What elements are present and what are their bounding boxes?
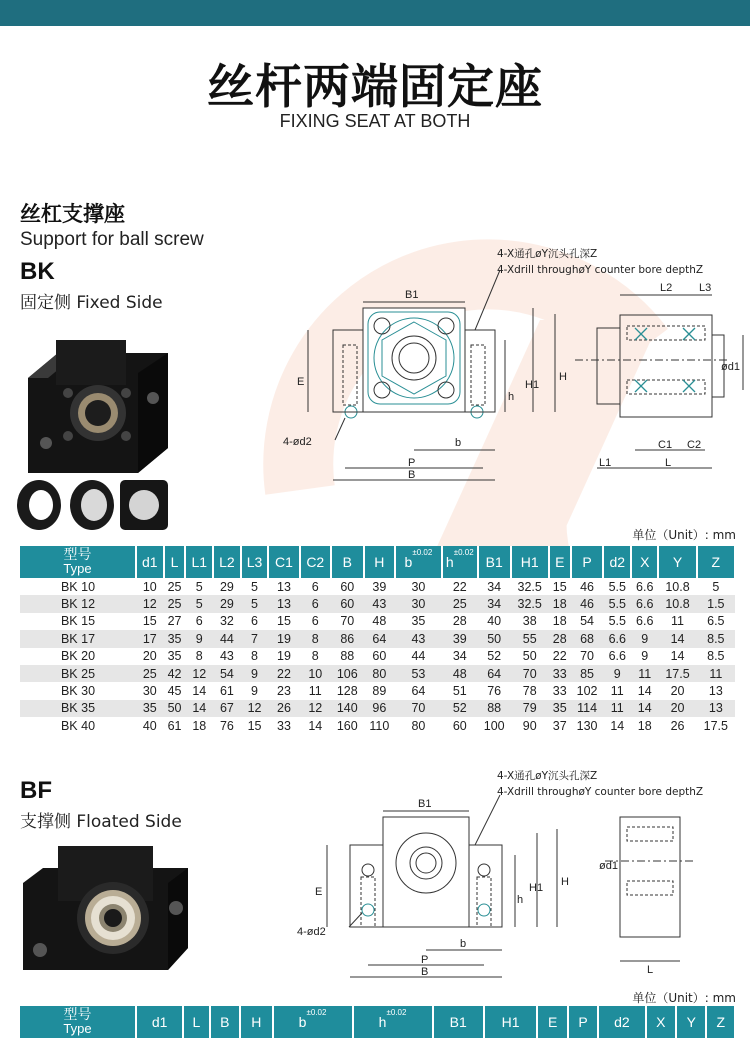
table-cell: 12 <box>136 595 164 612</box>
bf-label-e: E <box>315 886 323 898</box>
bk-dimension-diagram <box>275 240 745 495</box>
table-cell: 22 <box>268 665 299 682</box>
bf-model-title: BF <box>20 777 52 804</box>
table-cell: 44 <box>395 648 442 665</box>
table-cell: 5 <box>185 595 213 612</box>
table-cell: 5.5 <box>603 595 631 612</box>
col-h-tol: $h^{\pm 0.02}$ <box>442 546 478 578</box>
bf-spec-table <box>20 1006 736 1038</box>
col-b: B <box>331 546 364 578</box>
bf-col-y: Y <box>676 1006 706 1038</box>
table-cell: 11 <box>300 682 331 699</box>
table-cell: 80 <box>364 665 395 682</box>
bf-col-l: L <box>183 1006 209 1038</box>
bf-col-x: X <box>646 1006 676 1038</box>
bk-model-title: BK <box>20 258 55 285</box>
table-cell: 42 <box>164 665 186 682</box>
table-cell: 33 <box>549 682 571 699</box>
bk-label-l2: L2 <box>660 282 673 294</box>
bk-table-header <box>20 546 735 578</box>
col-b1: B1 <box>478 546 511 578</box>
section-title-cn: 丝杠支撑座 <box>20 202 125 226</box>
col-c1: C1 <box>268 546 299 578</box>
bk-label-c2: C2 <box>687 439 702 451</box>
table-cell: 5.5 <box>603 613 631 630</box>
bk-label-d2: 4-ød2 <box>283 436 312 448</box>
bf-label-p: P <box>421 954 429 966</box>
table-cell: 6 <box>185 613 213 630</box>
table-cell: 52 <box>442 700 478 717</box>
table-cell: 14 <box>631 700 658 717</box>
table-cell: 128 <box>331 682 364 699</box>
table-cell: 89 <box>364 682 395 699</box>
bf-col-d2: d2 <box>598 1006 645 1038</box>
table-cell: 8 <box>241 648 269 665</box>
model-cell: BK 35 <box>20 700 136 717</box>
table-cell: 26 <box>658 717 696 734</box>
table-cell: 85 <box>571 665 604 682</box>
col-l3: L3 <box>241 546 269 578</box>
table-cell: 140 <box>331 700 364 717</box>
table-cell: 11 <box>603 682 631 699</box>
bk-label-b1: B1 <box>405 289 419 301</box>
table-cell: 8.5 <box>697 648 735 665</box>
bf-label-h-total: H <box>561 876 569 888</box>
table-cell: 9 <box>241 665 269 682</box>
bf-col-p: P <box>568 1006 598 1038</box>
bf-label-d1: ød1 <box>599 860 618 872</box>
table-row <box>20 665 735 682</box>
table-cell: 25 <box>164 578 186 595</box>
table-cell: 6.6 <box>631 613 658 630</box>
bk-label-h: h <box>508 391 515 403</box>
col-h1: H1 <box>511 546 549 578</box>
bf-unit-label: 单位（Unit）: mm <box>632 991 736 1005</box>
table-cell: 100 <box>478 717 511 734</box>
table-cell: 44 <box>213 630 241 647</box>
table-row <box>20 717 735 734</box>
col-c2: C2 <box>300 546 331 578</box>
table-cell: 14 <box>185 682 213 699</box>
table-cell: 13 <box>268 595 299 612</box>
table-cell: 8.5 <box>697 630 735 647</box>
table-cell: 19 <box>268 630 299 647</box>
table-cell: 43 <box>213 648 241 665</box>
bk-label-e: E <box>297 376 305 388</box>
table-cell: 5 <box>697 578 735 595</box>
table-cell: 35 <box>164 648 186 665</box>
table-cell: 64 <box>478 665 511 682</box>
table-cell: 11 <box>697 665 735 682</box>
bk-label-b: b <box>455 437 462 449</box>
table-cell: 80 <box>395 717 442 734</box>
table-cell: 39 <box>442 630 478 647</box>
table-cell: 11 <box>631 665 658 682</box>
table-cell: 130 <box>571 717 604 734</box>
table-cell: 32.5 <box>511 578 549 595</box>
table-cell: 37 <box>549 717 571 734</box>
table-cell: 78 <box>511 682 549 699</box>
bk-ring-photo-icon <box>14 475 174 535</box>
table-cell: 35 <box>395 613 442 630</box>
table-cell: 5 <box>185 578 213 595</box>
table-cell: 51 <box>442 682 478 699</box>
table-cell: 6 <box>300 613 331 630</box>
table-cell: 6.6 <box>603 648 631 665</box>
table-cell: 50 <box>478 630 511 647</box>
table-cell: 14 <box>658 630 696 647</box>
bf-label-b: b <box>460 938 467 950</box>
table-cell: 17 <box>136 630 164 647</box>
table-cell: 27 <box>164 613 186 630</box>
table-row <box>20 682 735 699</box>
table-cell: 14 <box>631 682 658 699</box>
bf-label-d2: 4-ød2 <box>297 926 326 938</box>
table-row <box>20 578 735 595</box>
bf-label-b1: B1 <box>418 798 432 810</box>
bf-note-cn: 4-X通孔øY沉头孔深Z <box>497 770 598 782</box>
table-cell: 54 <box>213 665 241 682</box>
model-cell: BK 25 <box>20 665 136 682</box>
table-cell: 11 <box>603 700 631 717</box>
table-cell: 6 <box>241 613 269 630</box>
col-type: 型号 Type <box>20 546 136 578</box>
table-cell: 17.5 <box>658 665 696 682</box>
table-cell: 15 <box>549 578 571 595</box>
model-cell: BK 20 <box>20 648 136 665</box>
table-cell: 61 <box>213 682 241 699</box>
bk-unit-label: 单位（Unit）: mm <box>632 528 736 542</box>
table-cell: 18 <box>631 717 658 734</box>
table-cell: 8 <box>300 630 331 647</box>
table-cell: 35 <box>549 700 571 717</box>
bf-col-h-tol: $h^{\pm 0.02}$ <box>353 1006 433 1038</box>
table-cell: 6.6 <box>631 578 658 595</box>
table-row <box>20 630 735 647</box>
table-cell: 60 <box>331 595 364 612</box>
model-cell: BK 17 <box>20 630 136 647</box>
table-cell: 29 <box>213 578 241 595</box>
bf-col-d1: d1 <box>136 1006 183 1038</box>
table-cell: 5 <box>241 578 269 595</box>
table-cell: 30 <box>395 595 442 612</box>
bf-col-b-tol: $b^{\pm 0.02}$ <box>273 1006 353 1038</box>
table-cell: 34 <box>478 595 511 612</box>
table-cell: 6 <box>300 578 331 595</box>
bf-note-en: 4-Xdrill throughøY counter bore depthZ <box>497 786 704 798</box>
table-cell: 50 <box>164 700 186 717</box>
table-cell: 102 <box>571 682 604 699</box>
table-cell: 18 <box>549 595 571 612</box>
table-cell: 8 <box>300 648 331 665</box>
table-cell: 67 <box>213 700 241 717</box>
table-cell: 17.5 <box>697 717 735 734</box>
table-cell: 35 <box>136 700 164 717</box>
table-cell: 20 <box>136 648 164 665</box>
table-cell: 76 <box>478 682 511 699</box>
model-cell: BK 10 <box>20 578 136 595</box>
bk-label-l: L <box>665 457 672 469</box>
table-cell: 43 <box>364 595 395 612</box>
table-cell: 79 <box>511 700 549 717</box>
table-cell: 18 <box>549 613 571 630</box>
bk-label-b-total: B <box>408 469 416 481</box>
table-cell: 12 <box>185 665 213 682</box>
table-cell: 9 <box>631 630 658 647</box>
table-cell: 6.6 <box>603 630 631 647</box>
table-cell: 13 <box>697 682 735 699</box>
table-cell: 60 <box>364 648 395 665</box>
table-cell: 5.5 <box>603 578 631 595</box>
table-cell: 12 <box>241 700 269 717</box>
bk-table-body <box>20 578 735 735</box>
table-cell: 96 <box>364 700 395 717</box>
table-cell: 50 <box>511 648 549 665</box>
table-cell: 76 <box>213 717 241 734</box>
table-row <box>20 700 735 717</box>
table-cell: 46 <box>571 578 604 595</box>
bf-label-l: L <box>647 964 654 976</box>
table-cell: 15 <box>136 613 164 630</box>
table-cell: 28 <box>549 630 571 647</box>
table-cell: 10.8 <box>658 595 696 612</box>
table-cell: 8 <box>185 648 213 665</box>
bk-note-cn: 4-X通孔øY沉头孔深Z <box>497 248 598 260</box>
table-cell: 9 <box>241 682 269 699</box>
bk-label-p: P <box>408 457 416 469</box>
table-cell: 10 <box>136 578 164 595</box>
bf-dimension-diagram <box>275 765 745 985</box>
col-z: Z <box>697 546 735 578</box>
bf-col-type: 型号 Type <box>20 1006 136 1038</box>
table-cell: 34 <box>442 648 478 665</box>
table-cell: 64 <box>395 682 442 699</box>
table-cell: 43 <box>395 630 442 647</box>
table-cell: 45 <box>164 682 186 699</box>
table-cell: 32.5 <box>511 595 549 612</box>
table-cell: 61 <box>164 717 186 734</box>
table-cell: 40 <box>136 717 164 734</box>
table-cell: 20 <box>658 682 696 699</box>
bf-label-h1: H1 <box>529 882 544 894</box>
table-cell: 68 <box>571 630 604 647</box>
table-cell: 26 <box>268 700 299 717</box>
col-d1: d1 <box>136 546 164 578</box>
table-cell: 14 <box>185 700 213 717</box>
table-cell: 5 <box>241 595 269 612</box>
table-cell: 7 <box>241 630 269 647</box>
bk-label-l3: L3 <box>699 282 712 294</box>
table-cell: 40 <box>478 613 511 630</box>
page-subtitle: FIXING SEAT AT BOTH <box>279 111 471 131</box>
col-y: Y <box>658 546 696 578</box>
col-h: H <box>364 546 395 578</box>
table-cell: 30 <box>395 578 442 595</box>
table-cell: 11 <box>658 613 696 630</box>
table-cell: 86 <box>331 630 364 647</box>
bf-label-h: h <box>517 894 524 906</box>
table-cell: 46 <box>571 595 604 612</box>
model-cell: BK 40 <box>20 717 136 734</box>
table-cell: 18 <box>185 717 213 734</box>
top-bar <box>0 0 750 26</box>
table-cell: 48 <box>364 613 395 630</box>
table-cell: 10.8 <box>658 578 696 595</box>
col-l: L <box>164 546 186 578</box>
table-cell: 1.5 <box>697 595 735 612</box>
model-cell: BK 12 <box>20 595 136 612</box>
table-cell: 110 <box>364 717 395 734</box>
table-cell: 90 <box>511 717 549 734</box>
table-cell: 29 <box>213 595 241 612</box>
table-cell: 25 <box>442 595 478 612</box>
table-cell: 6 <box>300 595 331 612</box>
bf-side-label: 支撑侧 Floated Side <box>20 812 182 832</box>
bf-col-e: E <box>537 1006 567 1038</box>
table-cell: 15 <box>241 717 269 734</box>
table-row <box>20 648 735 665</box>
section-title-en: Support for ball screw <box>20 229 204 250</box>
table-cell: 54 <box>571 613 604 630</box>
table-cell: 38 <box>511 613 549 630</box>
table-cell: 25 <box>164 595 186 612</box>
table-cell: 15 <box>268 613 299 630</box>
table-cell: 70 <box>511 665 549 682</box>
col-p: P <box>571 546 604 578</box>
table-cell: 10 <box>300 665 331 682</box>
table-cell: 13 <box>268 578 299 595</box>
table-cell: 28 <box>442 613 478 630</box>
table-cell: 9 <box>603 665 631 682</box>
bf-block-photo-icon <box>18 838 198 983</box>
table-cell: 33 <box>268 717 299 734</box>
table-cell: 22 <box>442 578 478 595</box>
table-cell: 88 <box>331 648 364 665</box>
bf-col-h1: H1 <box>484 1006 537 1038</box>
table-cell: 88 <box>478 700 511 717</box>
table-cell: 114 <box>571 700 604 717</box>
table-cell: 55 <box>511 630 549 647</box>
table-cell: 160 <box>331 717 364 734</box>
table-cell: 9 <box>185 630 213 647</box>
bf-table-header <box>20 1006 735 1038</box>
table-cell: 22 <box>549 648 571 665</box>
bf-col-z: Z <box>706 1006 735 1038</box>
table-cell: 23 <box>268 682 299 699</box>
table-cell: 12 <box>300 700 331 717</box>
table-cell: 32 <box>213 613 241 630</box>
table-cell: 14 <box>658 648 696 665</box>
bk-spec-table <box>20 546 736 735</box>
table-cell: 53 <box>395 665 442 682</box>
bf-col-b1: B1 <box>433 1006 484 1038</box>
table-cell: 19 <box>268 648 299 665</box>
table-cell: 14 <box>603 717 631 734</box>
bf-col-h: H <box>240 1006 273 1038</box>
table-cell: 25 <box>136 665 164 682</box>
table-cell: 48 <box>442 665 478 682</box>
col-b-tol: $b^{\pm 0.02}$ <box>395 546 442 578</box>
table-cell: 52 <box>478 648 511 665</box>
table-cell: 6.5 <box>697 613 735 630</box>
table-cell: 33 <box>549 665 571 682</box>
col-l1: L1 <box>185 546 213 578</box>
table-cell: 6.6 <box>631 595 658 612</box>
table-cell: 20 <box>658 700 696 717</box>
bf-label-b-total: B <box>421 966 429 978</box>
table-cell: 70 <box>331 613 364 630</box>
col-l2: L2 <box>213 546 241 578</box>
bk-label-h1: H1 <box>525 379 540 391</box>
model-cell: BK 15 <box>20 613 136 630</box>
table-row <box>20 613 735 630</box>
table-cell: 106 <box>331 665 364 682</box>
bk-label-d1: ød1 <box>721 361 740 373</box>
table-cell: 14 <box>300 717 331 734</box>
table-cell: 34 <box>478 578 511 595</box>
table-cell: 13 <box>697 700 735 717</box>
table-cell: 70 <box>571 648 604 665</box>
page-title: 丝杆两端固定座 <box>207 60 543 115</box>
table-cell: 60 <box>331 578 364 595</box>
bk-label-h-total: H <box>559 371 567 383</box>
table-cell: 9 <box>631 648 658 665</box>
col-d2: d2 <box>603 546 631 578</box>
col-e: E <box>549 546 571 578</box>
table-cell: 60 <box>442 717 478 734</box>
bk-note-en: 4-Xdrill throughøY counter bore depthZ <box>497 264 704 276</box>
table-cell: 70 <box>395 700 442 717</box>
bk-side-label: 固定侧 Fixed Side <box>20 293 163 313</box>
table-cell: 30 <box>136 682 164 699</box>
table-cell: 64 <box>364 630 395 647</box>
bf-col-b: B <box>210 1006 240 1038</box>
table-cell: 39 <box>364 578 395 595</box>
bk-label-c1: C1 <box>658 439 673 451</box>
table-cell: 35 <box>164 630 186 647</box>
col-x: X <box>631 546 658 578</box>
model-cell: BK 30 <box>20 682 136 699</box>
table-row <box>20 595 735 612</box>
bk-label-l1: L1 <box>599 457 612 469</box>
